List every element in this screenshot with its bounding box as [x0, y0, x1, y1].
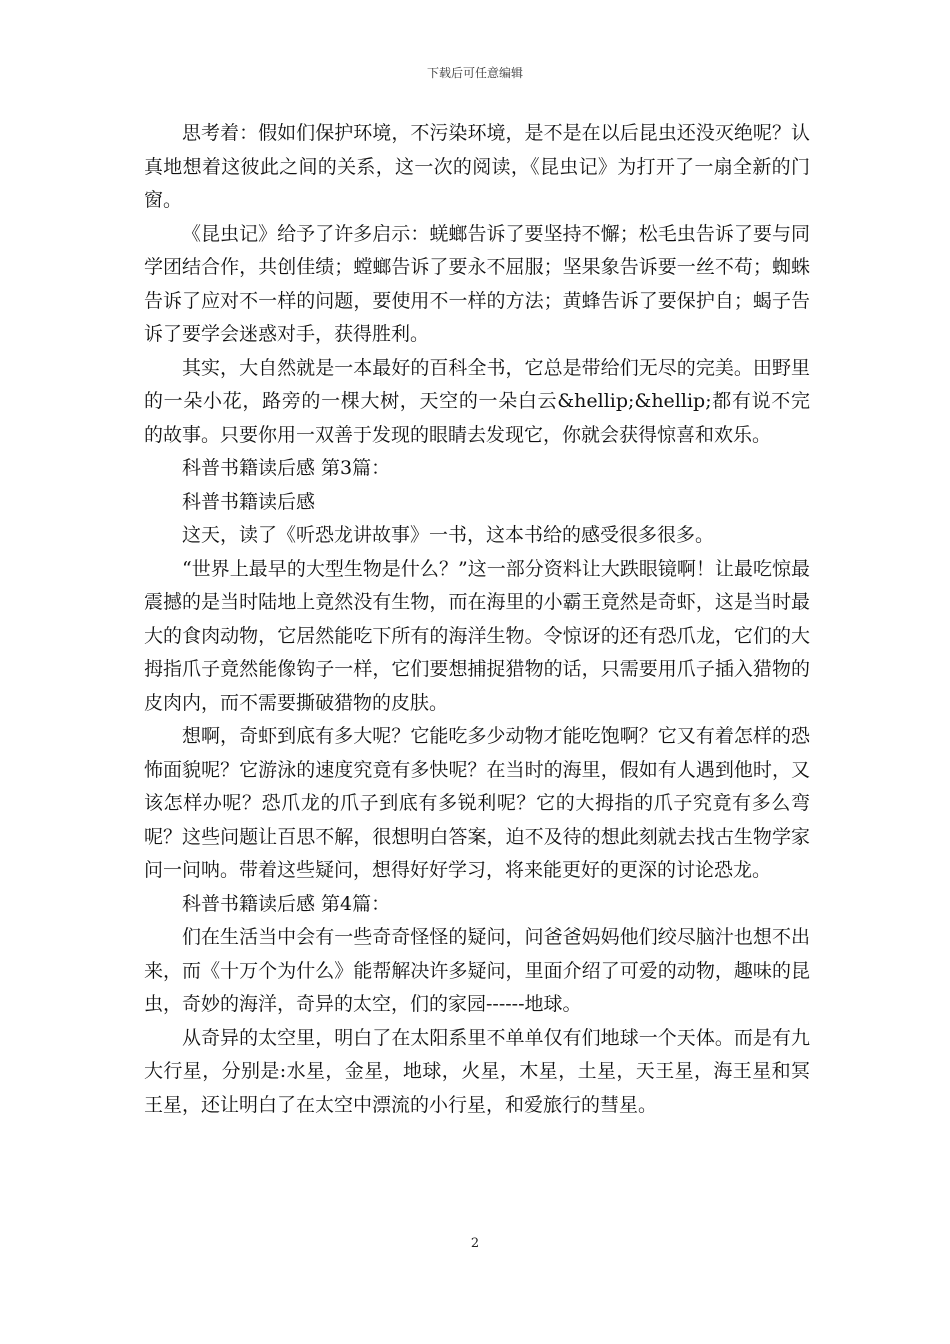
section-title: 科普书籍读后感	[182, 490, 316, 513]
paragraph: 这天，读了《听恐龙讲故事》一书，这本书给的感受很多很多。	[182, 524, 715, 546]
paragraph: “世界上最早的大型生物是什么？”这一部分资料让大跌眼镜啊！让最吃惊最震撼的是当时陆地上竟然没有生物，而在海里的小霸王竟然是奇虾，这是当时最大的食肉动物，它居然能吃下所有的海洋生物。令惊讶的还有恐爪龙，它们的大拇指爪子竟然能像钩子一样，它们要想捕捉猎物的话，只需要用爪子插入猎物的皮肉内，而不需要撕破猎物的皮肤。	[144, 557, 810, 714]
paragraph: 思考着：假如们保护环境，不污染环境，是不是在以后昆虫还没灭绝呢？认真地想着这彼此之间的关系，这一次的阅读，《昆虫记》为打开了一扇全新的门窗。	[144, 122, 810, 211]
paragraph: 《昆虫记》给予了许多启示：蜣螂告诉了要坚持不懈；松毛虫告诉了要与同学团结合作，共创佳绩；螳螂告诉了要永不屈服；坚果象告诉要一丝不苟；蜘蛛告诉了应对不一样的问题，要使用不一样的方法；黄蜂告诉了要保护自；蝎子告诉了要学会迷惑对手，获得胜利。	[144, 222, 810, 345]
page-number: 2	[470, 1236, 480, 1251]
document-body	[144, 117, 810, 1122]
page-header: 下载后可任意编辑	[426, 66, 523, 80]
paragraph: 其实，大自然就是一本最好的百科全书，它总是带给们无尽的完美。田野里的一朵小花，路旁的一棵大树，天空的一朵白云&hellip;&hellip;都有说不完的故事。只要你用一双善于发现的眼睛去发现它，你就会获得惊喜和欢乐。	[144, 356, 810, 446]
paragraph: 从奇异的太空里，明白了在太阳系里不单单仅有们地球一个天体。而是有九大行星，分别是:水星，金星，地球，火星，木星，土星，天王星，海王星和冥王星，还让明白了在太空中漂流的小行星，和爱旅行的彗星。	[144, 1026, 810, 1116]
section-heading: 科普书籍读后感 第4篇：	[182, 892, 391, 915]
section-heading: 科普书籍读后感 第3篇：	[182, 457, 391, 479]
paragraph: 们在生活当中会有一些奇奇怪怪的疑问，问爸爸妈妈他们绞尽脑汁也想不出来，而《十万个为什么》能帮解决许多疑问，里面介绍了可爱的动物，趣味的昆虫，奇妙的海洋，奇异的太空，们的家园------地球。	[144, 926, 810, 1015]
paragraph: 想啊，奇虾到底有多大呢？它能吃多少动物才能吃饱啊？它又有着怎样的恐怖面貌呢？它游泳的速度究竟有多快呢？在当时的海里，假如有人遇到他时，又该怎样办呢？恐爪龙的爪子到底有多锐利呢？它的大拇指的爪子究竟有多么弯呢？这些问题让百思不解，很想明白答案，迫不及待的想此刻就去找古生物学家问一问呐。带着这些疑问，想得好好学习，将来能更好的更深的讨论恐龙。	[144, 725, 810, 881]
